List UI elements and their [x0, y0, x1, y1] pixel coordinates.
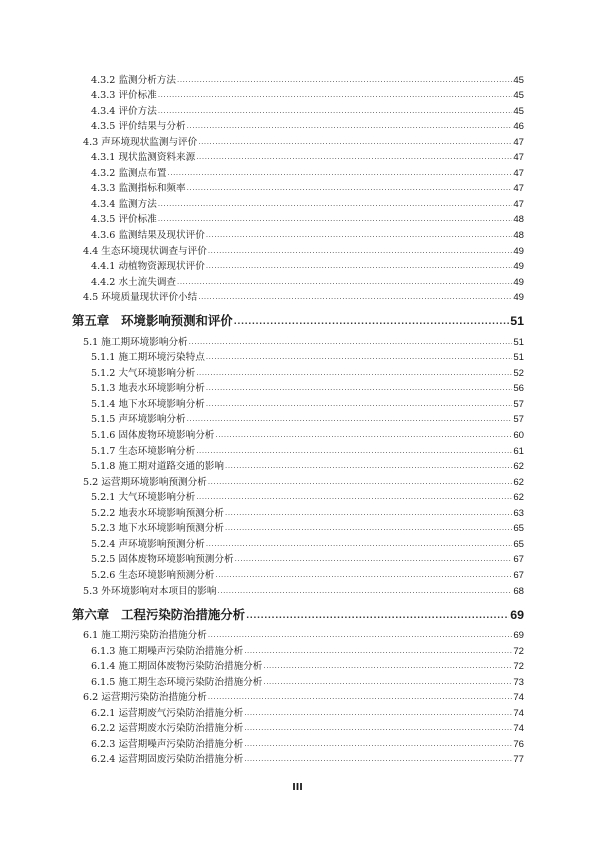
toc-entry[interactable]: [72, 472, 524, 488]
dot-leader: [244, 756, 512, 763]
toc-entry-title: 5.1.2 大气环境影响分析: [91, 367, 196, 379]
toc-entry[interactable]: [72, 257, 524, 273]
chapter-number: 第六章: [72, 606, 110, 622]
toc-entry-title: 4.3.3 评价标准: [91, 90, 157, 102]
toc-entry[interactable]: [72, 163, 524, 179]
toc-page-number: 48: [513, 214, 524, 226]
dot-leader: [206, 401, 513, 408]
dot-leader: [244, 725, 512, 732]
toc-entry[interactable]: [72, 332, 524, 348]
toc-entry-title: 6.1.5 施工期生态环境污染防治措施分析: [91, 676, 263, 688]
dot-leader: [206, 354, 513, 361]
toc-page-number: 67: [513, 569, 524, 581]
dot-leader: [217, 588, 512, 595]
dot-leader: [206, 385, 513, 392]
toc-entry[interactable]: [72, 641, 524, 657]
toc-entry-title: 4.3.3 监测指标和频率: [91, 183, 186, 195]
dot-leader: [208, 632, 512, 639]
toc-page-number: 62: [513, 492, 524, 504]
toc-page-number: 57: [513, 398, 524, 410]
toc-entry-title: 5.2.2 地表水环境影响预测分析: [91, 507, 224, 519]
toc-entry-title: 4.3.4 评价方法: [91, 105, 157, 117]
toc-entry[interactable]: [72, 194, 524, 210]
dot-leader: [235, 556, 513, 563]
toc-entry-title: 6.1 施工期污染防治措施分析: [83, 630, 207, 642]
toc-entry[interactable]: [72, 379, 524, 395]
toc-page-number: 62: [513, 461, 524, 473]
toc-page-number: 65: [513, 523, 524, 535]
page-number: III: [292, 782, 303, 793]
toc-entry-title: 4.4.1 动植物资源现状评价: [91, 261, 205, 273]
toc-entry[interactable]: [72, 348, 524, 364]
toc-entry[interactable]: [72, 750, 524, 766]
table-of-contents: [72, 70, 524, 765]
toc-entry[interactable]: [72, 425, 524, 441]
dot-leader: [196, 370, 512, 377]
toc-entry-title: 5.2 运营期环境影响预测分析: [83, 476, 207, 488]
toc-entry[interactable]: [72, 241, 524, 257]
toc-page-number: 48: [513, 230, 524, 242]
toc-entry-title: 5.2.1 大气环境影响分析: [91, 492, 196, 504]
dot-leader: [208, 248, 512, 255]
toc-entry[interactable]: [72, 503, 524, 519]
dot-leader: [206, 263, 513, 270]
toc-page-number: 47: [513, 152, 524, 164]
toc-page-number: 74: [513, 692, 524, 704]
toc-page-number: 69: [513, 630, 524, 642]
toc-entry[interactable]: [72, 581, 524, 597]
toc-entry-title: 5.1.4 地下水环境影响分析: [91, 398, 205, 410]
toc-entry-title: 5.1.1 施工期环境污染特点: [91, 352, 205, 364]
dot-leader: [234, 318, 510, 325]
dot-leader: [208, 479, 512, 486]
toc-page-number: 46: [513, 121, 524, 133]
toc-entry[interactable]: [72, 210, 524, 226]
dot-leader: [187, 123, 513, 130]
toc-page-number: 45: [513, 74, 524, 86]
toc-entry-title: 4.3.2 监测分析方法: [91, 74, 177, 86]
dot-leader: [225, 463, 512, 470]
toc-page-number: 60: [513, 430, 524, 442]
toc-entry[interactable]: [72, 457, 524, 473]
toc-entry[interactable]: [72, 488, 524, 504]
toc-page-number: 74: [513, 723, 524, 735]
toc-entry-title: 5.1.7 生态环境影响分析: [91, 445, 196, 457]
toc-page-number: 51: [513, 336, 524, 348]
toc-entry[interactable]: [72, 148, 524, 164]
toc-entry[interactable]: [72, 565, 524, 581]
dot-leader: [263, 663, 512, 670]
toc-entry-title: 4.3.4 监测方法: [91, 198, 157, 210]
toc-page-number: 47: [513, 167, 524, 179]
dot-leader: [263, 679, 512, 686]
dot-leader: [225, 525, 512, 532]
toc-entry-title: 5.2.3 地下水环境影响预测分析: [91, 523, 224, 535]
toc-entry[interactable]: [72, 288, 524, 304]
dot-leader: [244, 710, 512, 717]
toc-page-number: 45: [513, 105, 524, 117]
toc-page-number: 49: [513, 245, 524, 257]
dot-leader: [177, 77, 512, 84]
toc-entry[interactable]: [72, 70, 524, 86]
toc-page-number: 67: [513, 554, 524, 566]
toc-entry[interactable]: [72, 688, 524, 704]
chapter-number: 第五章: [72, 313, 110, 329]
toc-page-number: 72: [513, 661, 524, 673]
toc-page-number: 74: [513, 707, 524, 719]
toc-page-number: 77: [513, 754, 524, 766]
toc-entry-title: 6.1.4 施工期固体废物污染防治措施分析: [91, 661, 263, 673]
dot-leader: [206, 232, 513, 239]
toc-page-number: 57: [513, 414, 524, 426]
toc-entry[interactable]: [72, 225, 524, 241]
dot-leader: [196, 448, 512, 455]
toc-page-number: 73: [513, 676, 524, 688]
toc-chapter-entry[interactable]: [72, 303, 524, 332]
toc-entry[interactable]: [72, 394, 524, 410]
toc-page-number: 68: [513, 585, 524, 597]
toc-entry-title: 6.1.3 施工期噪声污染防治措施分析: [91, 645, 244, 657]
toc-entry-title: [72, 607, 245, 623]
toc-page-number: 62: [513, 476, 524, 488]
dot-leader: [244, 741, 512, 748]
chapter-title: 环境影响预测和评价: [121, 313, 233, 329]
toc-entry-title: 4.4 生态环境现状调查与评价: [83, 245, 207, 257]
dot-leader: [187, 185, 513, 192]
dot-leader: [225, 510, 512, 517]
toc-page-number: 52: [513, 367, 524, 379]
toc-entry-title: 5.3 外环境影响对本项目的影响: [83, 585, 217, 597]
toc-entry[interactable]: [72, 550, 524, 566]
toc-entry[interactable]: [72, 410, 524, 426]
toc-page-number: 49: [513, 261, 524, 273]
toc-page-number: 49: [513, 292, 524, 304]
dot-leader: [196, 154, 512, 161]
toc-entry-title: 5.1.5 声环境影响分析: [91, 414, 186, 426]
dot-leader: [198, 139, 512, 146]
toc-page-number: 76: [513, 738, 524, 750]
toc-page-number: 56: [513, 383, 524, 395]
toc-page-number: 63: [513, 507, 524, 519]
toc-entry-title: 5.2.6 生态环境影响预测分析: [91, 569, 215, 581]
toc-entry-title: [72, 313, 233, 329]
toc-page-number: 49: [513, 276, 524, 288]
toc-entry[interactable]: [72, 272, 524, 288]
toc-entry[interactable]: [72, 86, 524, 102]
toc-page-number: 45: [513, 90, 524, 102]
toc-entry-title: 4.3.1 现状监测资料来源: [91, 152, 196, 164]
dot-leader: [206, 541, 513, 548]
toc-entry-title: 4.5 环境质量现状评价小结: [83, 292, 198, 304]
toc-entry[interactable]: [72, 132, 524, 148]
dot-leader: [246, 612, 509, 619]
toc-entry-title: 6.2.4 运营期固废污染防治措施分析: [91, 754, 244, 766]
dot-leader: [167, 170, 512, 177]
toc-entry-title: 6.2.2 运营期废水污染防治措施分析: [91, 723, 244, 735]
dot-leader: [198, 294, 512, 301]
toc-chapter-entry[interactable]: [72, 597, 524, 626]
toc-page-number: 51: [513, 352, 524, 364]
toc-entry-title: 4.3.5 评价结果与分析: [91, 121, 186, 133]
toc-page-number: 61: [513, 445, 524, 457]
toc-entry[interactable]: [72, 117, 524, 133]
dot-leader: [177, 279, 512, 286]
toc-entry[interactable]: [72, 626, 524, 642]
toc-entry-title: 4.3.2 监测点布置: [91, 167, 167, 179]
toc-entry-title: 5.1.3 地表水环境影响分析: [91, 383, 205, 395]
toc-entry-title: 4.3.6 监测结果及现状评价: [91, 230, 205, 242]
dot-leader: [215, 572, 512, 579]
toc-entry[interactable]: [72, 101, 524, 117]
toc-page-number: 69: [510, 607, 524, 622]
dot-leader: [244, 648, 512, 655]
toc-entry-title: 6.2.3 运营期噪声污染防治措施分析: [91, 738, 244, 750]
dot-leader: [187, 416, 513, 423]
dot-leader: [158, 92, 512, 99]
toc-entry-title: 5.2.4 声环境影响预测分析: [91, 538, 205, 550]
chapter-title: 工程污染防治措施分析: [121, 606, 246, 622]
toc-entry[interactable]: [72, 179, 524, 195]
dot-leader: [215, 432, 512, 439]
toc-entry[interactable]: [72, 441, 524, 457]
toc-entry[interactable]: [72, 363, 524, 379]
dot-leader: [189, 339, 513, 346]
toc-entry[interactable]: [72, 534, 524, 550]
dot-leader: [158, 108, 512, 115]
toc-entry-title: 5.2.5 固体废物环境影响预测分析: [91, 554, 234, 566]
toc-page-number: 47: [513, 136, 524, 148]
toc-page-number: 65: [513, 538, 524, 550]
toc-entry[interactable]: [72, 734, 524, 750]
toc-page-number: 47: [513, 183, 524, 195]
toc-entry-title: 5.1.8 施工期对道路交通的影响: [91, 461, 224, 473]
toc-entry[interactable]: [72, 719, 524, 735]
toc-entry-title: 4.3.5 评价标准: [91, 214, 157, 226]
toc-page-number: 72: [513, 645, 524, 657]
toc-entry-title: 5.1 施工期环境影响分析: [83, 336, 188, 348]
toc-entry[interactable]: [72, 672, 524, 688]
toc-entry-title: 5.1.6 固体废物环境影响分析: [91, 430, 215, 442]
toc-entry[interactable]: [72, 519, 524, 535]
toc-entry-title: 4.4.2 水土流失调查: [91, 276, 177, 288]
toc-entry[interactable]: [72, 657, 524, 673]
dot-leader: [158, 216, 512, 223]
dot-leader: [158, 201, 512, 208]
dot-leader: [196, 494, 512, 501]
dot-leader: [208, 694, 512, 701]
toc-entry-title: 6.2.1 运营期废气污染防治措施分析: [91, 707, 244, 719]
toc-entry-title: 6.2 运营期污染防治措施分析: [83, 692, 207, 704]
toc-page-number: 51: [510, 314, 524, 329]
toc-entry[interactable]: [72, 703, 524, 719]
toc-page-number: 47: [513, 198, 524, 210]
toc-entry-title: 4.3 声环境现状监测与评价: [83, 136, 198, 148]
